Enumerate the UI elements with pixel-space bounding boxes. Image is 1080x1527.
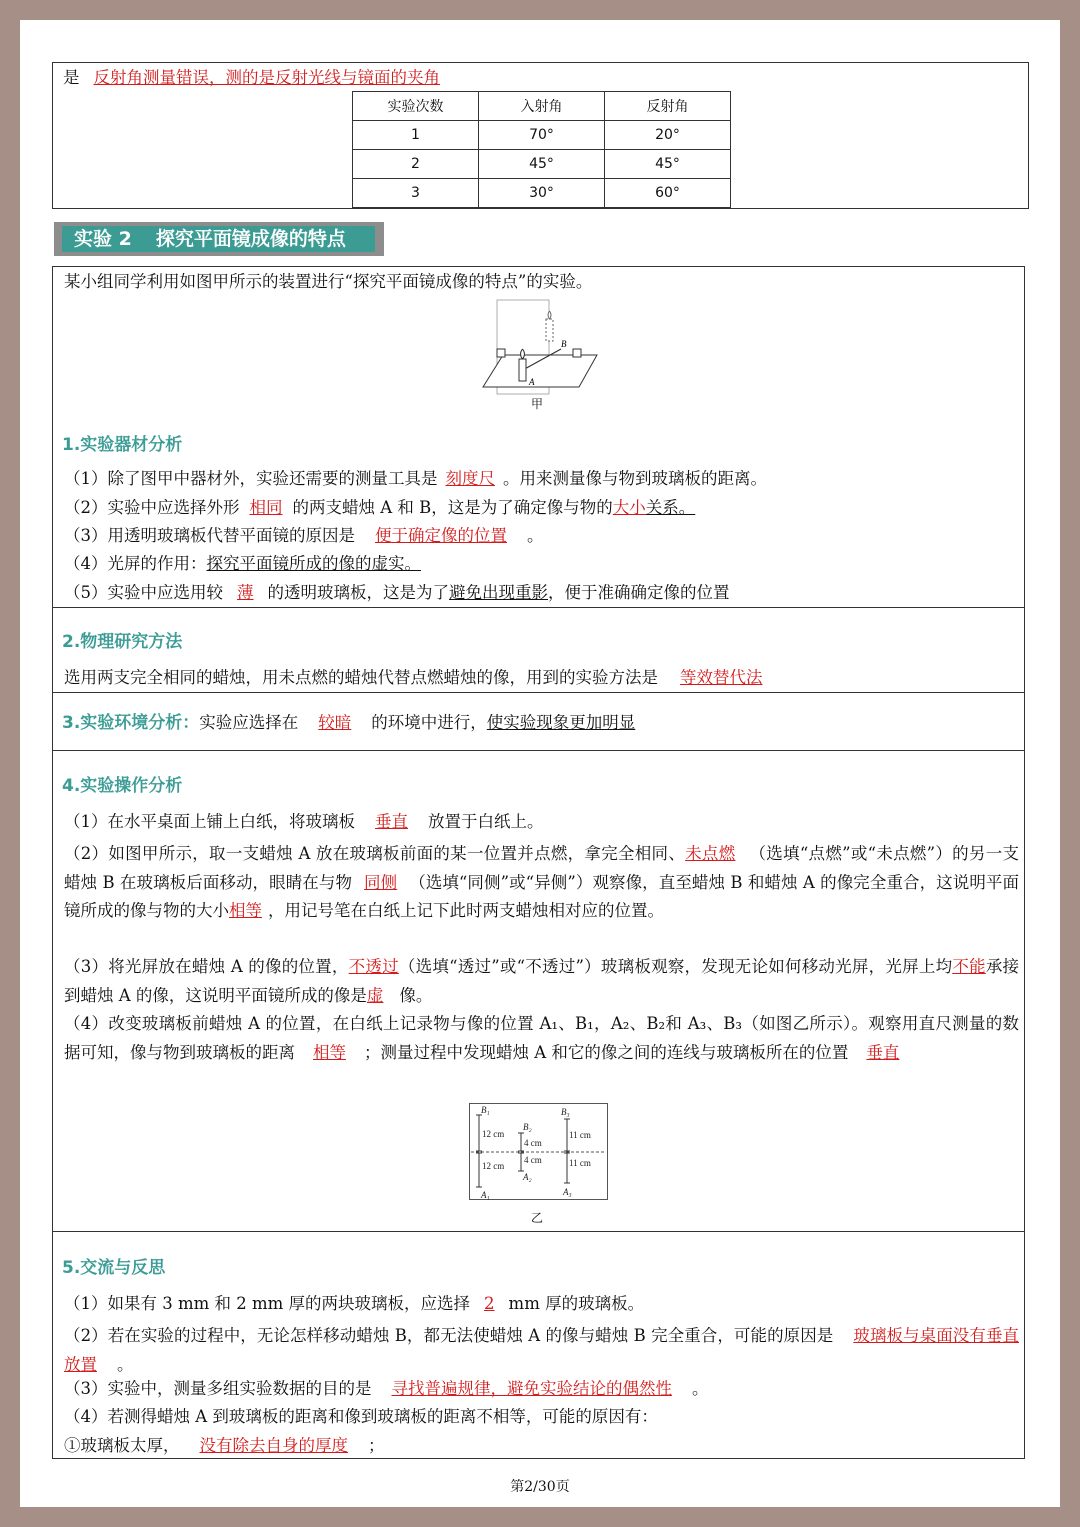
s5-q2-answer: 玻璃板与桌面没有垂直放置 [64, 1326, 1020, 1374]
table-cell: 30° [479, 179, 605, 208]
reflection-angle-table [352, 91, 731, 208]
s1-q2-answer2: 大小 [612, 498, 646, 517]
s5-q5 [64, 1436, 385, 1456]
s4-q3 [64, 953, 1019, 1010]
s1-q5-underlined: 避免出现重影 [449, 583, 548, 602]
s4-q4 [64, 1010, 1019, 1067]
s5-q5-text2: ； [368, 1436, 385, 1455]
s4-q3-text2: （选填“透过”或“不透过”）玻璃板观察，发现无论如何移动光屏，光屏上均 [398, 957, 953, 976]
s3-text: 实验应选择在 [199, 713, 299, 732]
section-5-title: 5.交流与反思 [62, 1258, 166, 1278]
table-cell: 45° [605, 150, 731, 179]
s3-text2: 的环境中进行， [371, 713, 487, 732]
table-cell: 45° [479, 150, 605, 179]
figure-yi-caption: 乙 [531, 1211, 544, 1225]
dist-11cm-top: 11 cm [569, 1130, 591, 1140]
s5-q1-text: （1）如果有 3 mm 和 2 mm 厚的两块玻璃板，应选择 [64, 1294, 471, 1313]
table-cell: 60° [605, 179, 731, 208]
table-header: 实验次数 [353, 92, 479, 121]
table-row [353, 150, 731, 179]
banner-number: 实验 2 [74, 228, 132, 250]
divider [53, 1231, 1024, 1232]
s4-q3-text3: 承接到蜡烛 A 的像，这说明平面镜所成的像是 [64, 957, 1020, 1005]
s4-q3-answer3: 虚 [366, 985, 384, 1005]
top-answer-box [52, 62, 1029, 209]
s1-q3-answer: 便于确定像的位置 [375, 526, 507, 545]
s3-underlined: 使实验现象更加明显 [486, 713, 636, 732]
s1-q2-text2: 的两支蜡烛 A 和 B，这是为了确定像与物的 [292, 498, 613, 517]
position-record-diagram [469, 1103, 609, 1203]
s4-q2-answer: 未点燃 [685, 844, 736, 863]
s4-q1-answer: 垂直 [375, 812, 408, 831]
s5-q5-text: ①玻璃板太厚， [64, 1436, 180, 1455]
s1-q4 [64, 554, 421, 574]
s4-q4-text: （4）改变玻璃板前蜡烛 A 的位置，在白纸上记录物与像的位置 A₁、B₁，A₂、B₂和 A₃、B₃（如图乙所示）。观察用直尺测量的数据可知，像与物到玻璃板的距离 [64, 1014, 1020, 1062]
table-cell: 3 [353, 179, 479, 208]
main-content-box [52, 266, 1025, 1459]
s1-q3-text2: 。 [527, 526, 544, 545]
s3-answer: 较暗 [318, 713, 352, 732]
s5-q1-text2: mm 厚的玻璃板。 [508, 1294, 645, 1313]
answer-prefix: 是 [63, 68, 80, 87]
table-cell: 70° [479, 121, 605, 150]
s4-q3-text: （3）将光屏放在蜡烛 A 的像的位置， [64, 957, 349, 976]
s1-q3 [64, 526, 544, 546]
page-number: 第2/30页 [510, 1479, 570, 1495]
s4-q4-answer: 相等 [313, 1042, 346, 1062]
s5-q1-answer: 2 [484, 1294, 495, 1313]
s4-q3-answer: 不透过 [348, 957, 399, 976]
s5-q2 [64, 1322, 1019, 1379]
s4-q3-text4: 像。 [399, 985, 433, 1005]
label-a2: A₂ [523, 1172, 532, 1182]
section-4-title: 4.实验操作分析 [62, 776, 183, 796]
s1-q5-text2: 的透明玻璃板，这是为了 [267, 583, 449, 602]
s4-q2-answer3: 相等 [229, 901, 262, 920]
table-header: 反射角 [605, 92, 731, 121]
table-cell: 20° [605, 121, 731, 150]
label-b1: B₁ [481, 1105, 490, 1115]
s5-q5-answer: 没有除去自身的厚度 [199, 1436, 348, 1455]
s1-q4-text: （4）光屏的作用： [64, 554, 207, 573]
label-b2: B₂ [523, 1122, 532, 1132]
label-a3: A₃ [563, 1187, 572, 1197]
table-header: 入射角 [479, 92, 605, 121]
s5-q3-text: （3）实验中，测量多组实验数据的目的是 [64, 1379, 372, 1398]
intro-text: 某小组同学利用如图甲所示的装置进行“探究平面镜成像的特点”的实验。 [64, 272, 593, 291]
s1-q5-answer: 薄 [237, 583, 254, 602]
s3-line [62, 713, 635, 733]
s1-q5-text: （5）实验中应选用较 [64, 583, 223, 602]
s1-q1-answer: 刻度尺 [445, 469, 495, 488]
s2-answer: 等效替代法 [680, 668, 763, 687]
divider [53, 750, 1024, 751]
s5-q1 [64, 1294, 644, 1314]
s4-q4-answer2: 垂直 [866, 1042, 900, 1062]
section-3-title: 3.实验环境分析： [62, 713, 200, 733]
s1-q3-text: （3）用透明玻璃板代替平面镜的原因是 [64, 526, 355, 545]
s4-q3-answer2: 不能 [952, 957, 986, 976]
dist-12cm-top: 12 cm [482, 1129, 505, 1139]
figure-jia-caption: 甲 [531, 397, 544, 411]
s1-q2-answer: 相同 [249, 498, 283, 517]
s4-q2-text3: （选填“同侧”或“异侧”）观察像，直至蜡烛 B 和蜡烛 A 的像完全重合，这说明平面镜所成的像与物的大小 [64, 872, 1019, 920]
figure-jia [481, 297, 601, 411]
s4-q2-answer2: 同侧 [364, 872, 398, 892]
s1-q1-text2: 。用来测量像与物到玻璃板的距离。 [503, 469, 767, 488]
mirror-setup-diagram [481, 297, 601, 407]
s1-q2-text: （2）实验中应选择外形 [64, 498, 240, 517]
table-cell: 1 [353, 121, 479, 150]
s4-q1-text: （1）在水平桌面上铺上白纸，将玻璃板 [64, 812, 355, 831]
dist-12cm-bottom: 12 cm [482, 1161, 505, 1171]
s5-q4: （4）若测得蜡烛 A 到玻璃板的距离和像到玻璃板的距离不相等，可能的原因有： [64, 1407, 658, 1426]
s1-q1-text: （1）除了图甲中器材外，实验还需要的测量工具是 [64, 469, 438, 488]
divider [53, 692, 1024, 693]
banner-title: 探究平面镜成像的特点 [155, 228, 346, 250]
answer-text: 反射角测量错误，测的是反射光线与镜面的夹角 [93, 68, 440, 87]
table-row [353, 121, 731, 150]
section-2-title: 2.物理研究方法 [62, 632, 183, 652]
dist-11cm-bottom: 11 cm [569, 1158, 591, 1168]
s4-q1-text2: 放置于白纸上。 [428, 812, 544, 831]
s2-text [64, 668, 785, 688]
label-a1: A₁ [481, 1190, 490, 1200]
table-cell: 2 [353, 150, 479, 179]
s5-q3 [64, 1379, 709, 1399]
table-row [353, 179, 731, 208]
banner-label [62, 226, 375, 252]
s4-q4-text2: ；测量过程中发现蜡烛 A 和它的像之间的连线与玻璃板所在的位置 [364, 1042, 849, 1062]
s4-q1 [64, 812, 544, 832]
s1-q2-text3: 关系。 [645, 498, 696, 517]
s4-q2-text2: （选填“点燃”或“未点燃”）的另一支蜡烛 B 在玻璃板后面移动，眼睛在与物 [64, 844, 1020, 892]
s1-q2 [64, 498, 701, 518]
s1-q5 [64, 583, 730, 603]
s5-q2-text: （2）若在实验的过程中，无论怎样移动蜡烛 B，都无法使蜡烛 A 的像与蜡烛 B 完全重合，可能的原因是 [64, 1326, 834, 1345]
divider [53, 607, 1024, 608]
label-a: A [529, 377, 535, 387]
dist-4cm-bottom: 4 cm [524, 1155, 542, 1165]
dist-4cm-top: 4 cm [524, 1138, 542, 1148]
label-b: B [561, 339, 567, 349]
s5-q3-answer: 寻找普遍规律，避免实验结论的偶然性 [391, 1379, 672, 1398]
s4-q2 [64, 840, 1019, 926]
label-b3: B₃ [561, 1107, 570, 1117]
s2-question: 选用两支完全相同的蜡烛，用未点燃的蜡烛代替点燃蜡烛的像，用到的实验方法是 [64, 668, 658, 687]
figure-yi [469, 1103, 609, 1229]
s1-q1 [64, 469, 767, 489]
s4-q2-text: （2）如图甲所示，取一支蜡烛 A 放在玻璃板前面的某一位置并点燃，拿完全相同、 [64, 844, 686, 863]
table-header-row [353, 92, 731, 121]
s1-q4-underlined: 探究平面镜所成的像的虚实。 [206, 554, 421, 573]
s5-q3-text2: 。 [692, 1379, 709, 1398]
s4-q2-text4: ，用记号笔在白纸上记下此时两支蜡烛相对应的位置。 [268, 901, 664, 920]
section-1-title: 1.实验器材分析 [62, 435, 183, 455]
s1-q5-text3: ，便于准确确定像的位置 [548, 583, 730, 602]
s5-q2-text2: 。 [117, 1354, 134, 1374]
experiment-banner [54, 222, 384, 256]
